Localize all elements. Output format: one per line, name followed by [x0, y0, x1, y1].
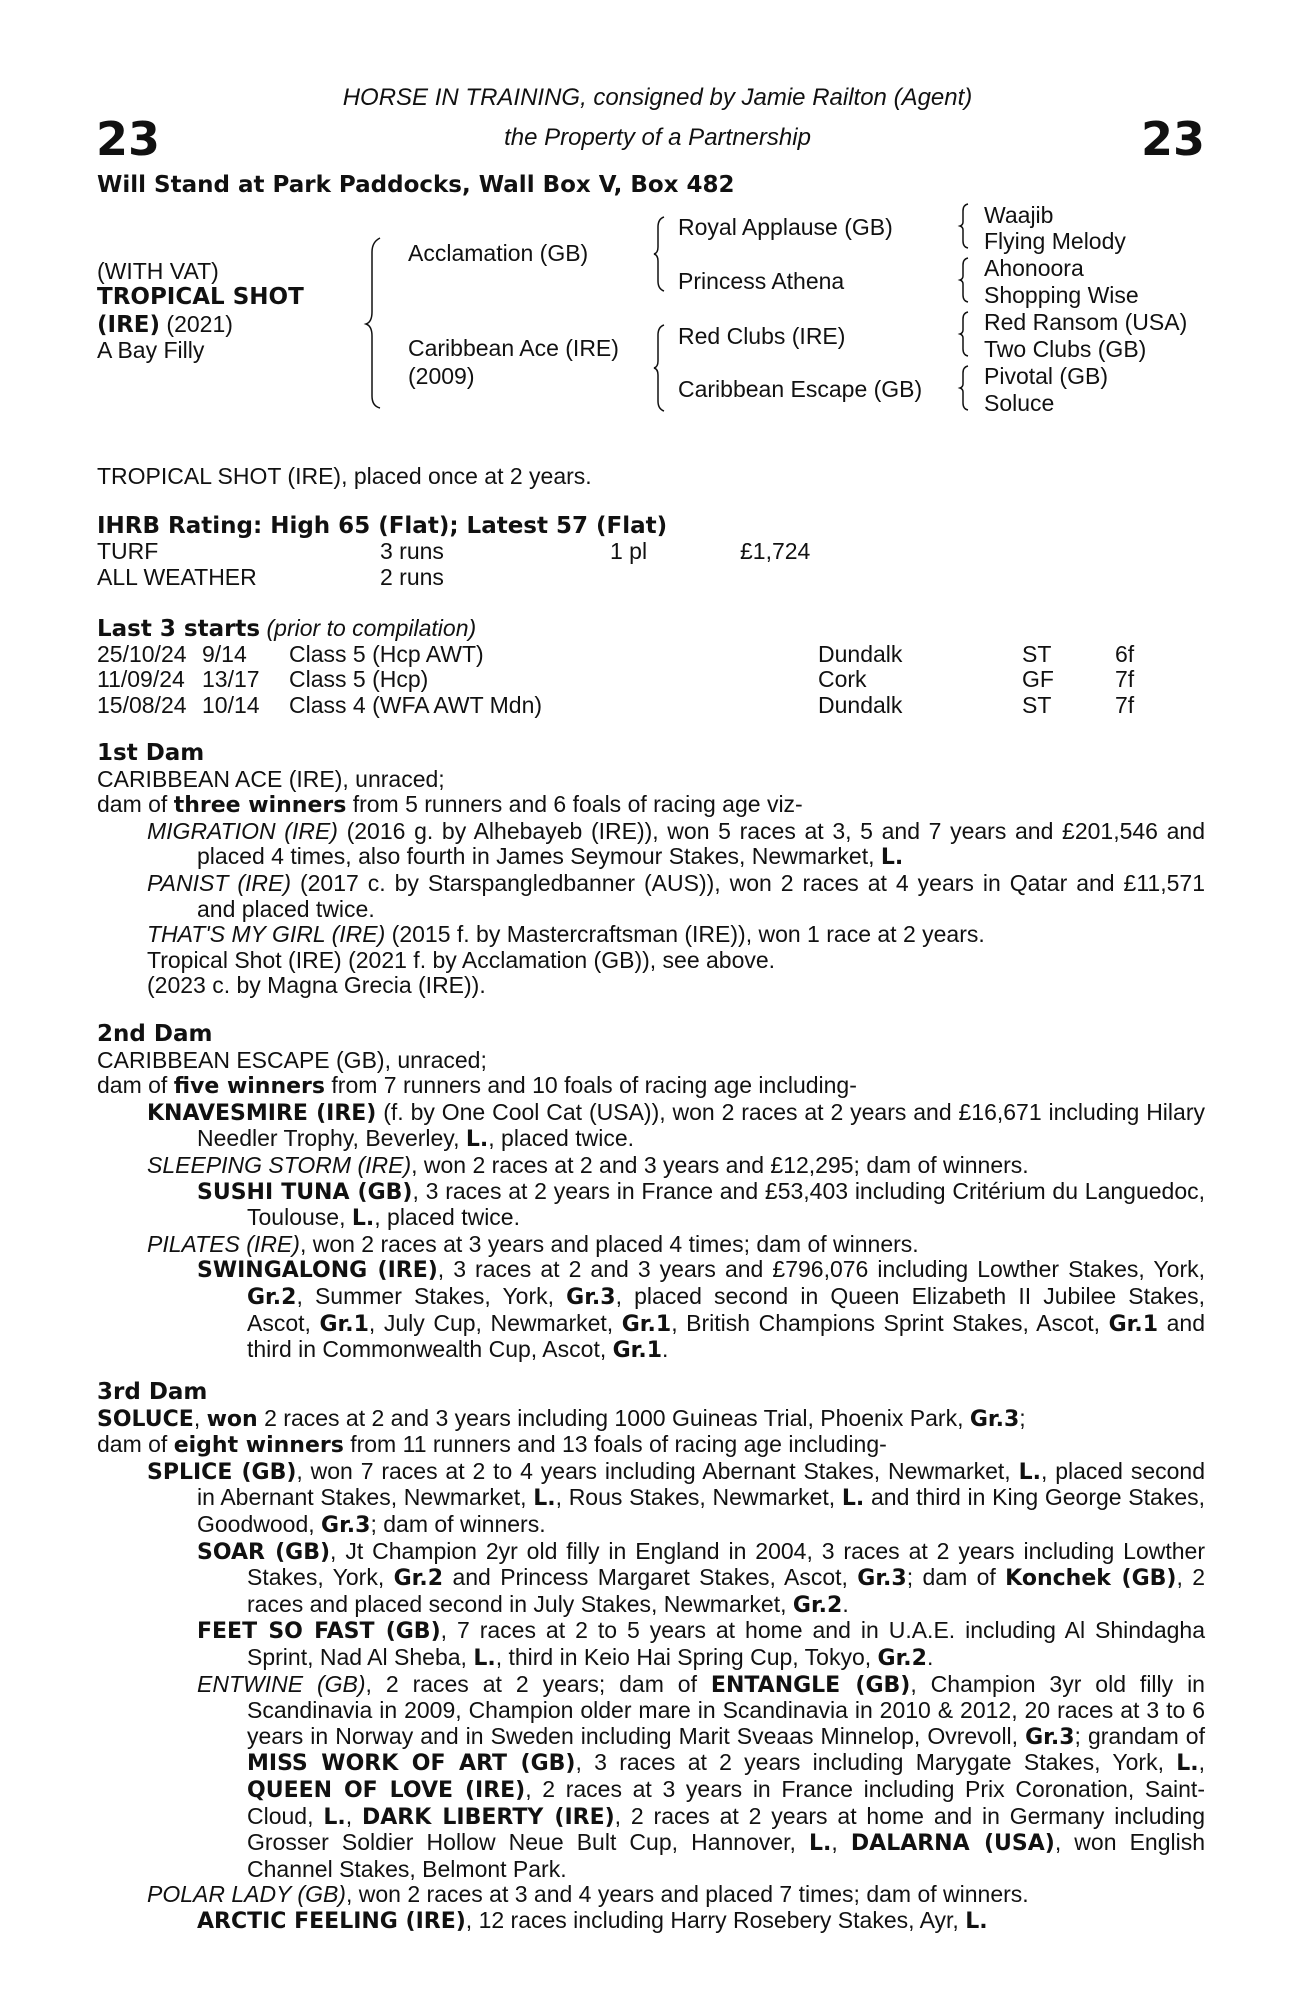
pedigree-sire: Acclamation (GB) [408, 240, 589, 266]
text: dam of [97, 1431, 174, 1458]
pedigree-sss: Waajib [984, 202, 1054, 228]
start-going-2: GF [1022, 666, 1054, 692]
start-going-1: ST [1022, 641, 1052, 667]
race-grade: Gr.2 [247, 1284, 297, 1310]
produce-name: SWINGALONG (IRE) [197, 1258, 438, 1284]
second-dam-section [97, 1022, 1205, 1364]
horse-origin-year [97, 311, 233, 338]
race-grade: L. [465, 1127, 489, 1153]
produce-entry [97, 1153, 1205, 1179]
pedigree-sire-dam: Princess Athena [678, 268, 845, 294]
third-dam-line [97, 1406, 1205, 1433]
produce-entry [97, 1100, 1205, 1153]
produce-name: ENTWINE (GB) [197, 1670, 366, 1697]
text: , Summer Stakes, York, [296, 1282, 567, 1309]
horse-year: (2021) [160, 311, 233, 337]
last-starts-note: (prior to compilation) [260, 615, 477, 641]
start-race-3: Class 4 (WFA AWT Mdn) [289, 692, 543, 718]
produce-entry: (2023 c. by Magna Grecia (IRE)). [147, 972, 486, 999]
produce-entry [97, 922, 1205, 948]
pedigree-brace-dam [652, 323, 666, 413]
text: from 7 runners and 10 foals of racing age including- [325, 1072, 857, 1099]
start-dist-2: 7f [1115, 666, 1135, 692]
pedigree-ssd: Flying Melody [984, 228, 1126, 254]
start-course-3: Dundalk [818, 692, 903, 718]
race-grade: Gr.3 [857, 1566, 907, 1592]
second-dam-produce-line [97, 1073, 1205, 1100]
pedigree-dsd: Two Clubs (GB) [984, 336, 1147, 362]
race-grade: L. [533, 1486, 556, 1512]
text: , 7 races at 2 to 5 years at home and in U.A.E. including Al Shindagha Sprint, Nad Al Sheba, [247, 1617, 1205, 1670]
stand-location: Will Stand at Park Paddocks, Wall Box V, Box 482 [97, 172, 735, 198]
text: , placed twice. [488, 1125, 635, 1152]
text: , [193, 1404, 207, 1431]
race-grade: L. [809, 1831, 832, 1857]
start-course-1: Dundalk [818, 641, 903, 667]
pedigree-sire-sire: Royal Applause (GB) [678, 214, 893, 240]
start-race-1: Class 5 (Hcp AWT) [289, 641, 484, 667]
text: , 2 races and placed second in July Stakes, Newmarket, [247, 1564, 1206, 1617]
text: won [206, 1406, 258, 1432]
race-grade: Gr.3 [321, 1512, 371, 1538]
second-dam-line: CARIBBEAN ESCAPE (GB), unraced; [97, 1046, 487, 1073]
produce-name: ARCTIC FEELING (IRE) [197, 1908, 466, 1934]
text: , won 2 races at 2 and 3 years and £12,295; dam of winners. [411, 1151, 1029, 1178]
produce-name: PILATES (IRE) [147, 1230, 300, 1257]
produce-name: THAT'S MY GIRL (IRE) [147, 921, 386, 948]
text: , third in Keio Hai Spring Cup, Tokyo, [495, 1643, 878, 1670]
produce-name: KNAVESMIRE (IRE) [147, 1100, 377, 1126]
pedigree-dam-dam: Caribbean Escape (GB) [678, 376, 923, 402]
grandproduce-entry [97, 1618, 1205, 1671]
pedigree-sds: Ahonoora [984, 255, 1084, 281]
horse-name: TROPICAL SHOT [97, 284, 304, 310]
aw-runs: 2 runs [380, 564, 444, 590]
race-grade: L. [1176, 1751, 1199, 1777]
produce-name: DALARNA (USA) [850, 1831, 1055, 1857]
text: , placed second in Abernant Stakes, Newmarket, [197, 1457, 1205, 1511]
text: , placed second in Queen Elizabeth II Jubilee Stakes, Ascot, [247, 1282, 1205, 1336]
text: , Jt Champion 2yr old filly in England in 2004, 3 races at 2 years including Lowther Stakes, York, [247, 1537, 1205, 1591]
produce-name: DARK LIBERTY (IRE) [361, 1804, 615, 1830]
race-grade: L. [965, 1908, 988, 1934]
last-starts-heading [97, 615, 476, 642]
race-grade: Gr.3 [566, 1284, 616, 1310]
pedigree-brace-sd [958, 256, 970, 304]
text: , British Champions Sprint Stakes, Ascot, [671, 1309, 1109, 1336]
produce-entry: Tropical Shot (IRE) (2021 f. by Acclamation (GB)), see above. [147, 946, 776, 973]
start-dist-3: 7f [1115, 692, 1135, 718]
race-grade: Gr.3 [1025, 1724, 1075, 1750]
race-grade: Gr.2 [393, 1566, 444, 1592]
pedigree-dam-sire: Red Clubs (IRE) [678, 323, 846, 349]
produce-entry [97, 1232, 1205, 1258]
text: from 5 runners and 6 foals of racing age viz- [346, 791, 803, 818]
winners-count: five winners [173, 1074, 326, 1100]
text: dam of [97, 791, 174, 818]
text: , July Cup, Newmarket, [368, 1309, 622, 1336]
start-date-1: 25/10/24 [97, 641, 187, 667]
pedigree-brace-ds [958, 310, 970, 358]
produce-name: SPLICE (GB) [147, 1459, 297, 1485]
text: ; dam of [906, 1564, 1006, 1591]
race-grade: Gr.1 [621, 1311, 672, 1337]
pedigree-dam-year: (2009) [408, 363, 475, 389]
text: (2015 f. by Mastercraftsman (IRE)), won 1 race at 2 years. [385, 921, 985, 948]
text: and third in Commonwealth Cup, Ascot, [247, 1309, 1205, 1363]
dam-name: SOLUCE [97, 1406, 194, 1432]
text: ; grandam of [1074, 1722, 1205, 1749]
header-property: the Property of a Partnership [504, 124, 811, 151]
pedigree-ddd: Soluce [984, 390, 1055, 416]
text: (2016 g. by Alhebayeb (IRE)), won 5 races at 3, 5 and 7 years and £201,546 and placed 4 times, also fourth in James Seymour Stakes, Newmarket, [197, 817, 1205, 870]
produce-entry [97, 819, 1205, 871]
text: (f. by One Cool Cat (USA)), won 2 races at 2 years and £16,671 including Hilary Needler Trophy, Beverley, [197, 1098, 1205, 1152]
produce-name: MIGRATION (IRE) [147, 817, 338, 844]
start-pos-1: 9/14 [202, 641, 247, 667]
produce-name: SOAR (GB) [197, 1539, 331, 1565]
third-dam-section [97, 1380, 1205, 1934]
horse-description: A Bay Filly [97, 337, 205, 363]
first-dam-title: 1st Dam [97, 740, 205, 766]
third-dam-produce-line [97, 1432, 1205, 1459]
pedigree-brace-sire [652, 215, 666, 293]
turf-placed: 1 pl [610, 538, 648, 564]
produce-name: QUEEN OF LOVE (IRE) [247, 1777, 526, 1803]
pedigree-dds: Pivotal (GB) [984, 363, 1108, 389]
start-pos-2: 13/17 [202, 666, 260, 692]
text: ; [1019, 1404, 1026, 1431]
produce-name: FEET SO FAST (GB) [197, 1619, 441, 1645]
produce-entry [97, 1459, 1205, 1539]
last-starts-title: Last 3 starts [97, 616, 261, 642]
pedigree-dss: Red Ransom (USA) [984, 309, 1188, 335]
text: , 3 races at 2 and 3 years and £796,076 including Lowther Stakes, York, [437, 1256, 1205, 1283]
race-grade: L. [880, 845, 904, 871]
first-dam-line: CARIBBEAN ACE (IRE), unraced; [97, 765, 445, 792]
start-race-2: Class 5 (Hcp) [289, 666, 429, 692]
text: , [1198, 1749, 1206, 1776]
turf-surface: TURF [97, 538, 159, 564]
race-grade: Gr.1 [1108, 1311, 1159, 1337]
text: , Rous Stakes, Newmarket, [555, 1484, 842, 1511]
winners-count: eight winners [173, 1433, 344, 1459]
text: , 2 races at 2 years at home and in Germany including Grosser Soldier Hollow Neue Bult Cup, Hannover, [247, 1802, 1206, 1856]
produce-entry [97, 871, 1205, 922]
vat-note: (WITH VAT) [97, 258, 219, 284]
turf-runs: 3 runs [380, 538, 444, 564]
race-grade: L. [1018, 1459, 1041, 1485]
race-grade: Gr.2 [877, 1645, 927, 1671]
third-dam-title: 3rd Dam [97, 1379, 208, 1405]
grandproduce-entry [97, 1672, 1205, 1883]
grandproduce-entry [97, 1179, 1205, 1232]
race-grade: Gr.2 [792, 1592, 843, 1618]
text: , won English Channel Stakes, Belmont Park. [247, 1829, 1206, 1882]
start-date-2: 11/09/24 [97, 666, 185, 692]
text: , 3 races at 2 years including Marygate Stakes, York, [575, 1749, 1177, 1776]
produce-name: PANIST (IRE) [147, 869, 291, 896]
text: , won 2 races at 3 and 4 years and placed 7 times; dam of winners. [345, 1881, 1029, 1908]
start-date-3: 15/08/24 [97, 692, 187, 718]
produce-entry [97, 1882, 1205, 1908]
pedigree-brace-dd [958, 364, 970, 412]
produce-name: ENTANGLE (GB) [710, 1672, 911, 1698]
text: , won 2 races at 3 years and placed 4 times; dam of winners. [299, 1230, 919, 1257]
aw-surface: ALL WEATHER [97, 564, 257, 590]
pedigree-sdd: Shopping Wise [984, 282, 1139, 308]
first-dam-section [97, 741, 1205, 999]
race-grade: L. [351, 1206, 375, 1232]
race-grade: Gr.3 [969, 1406, 1020, 1432]
lot-number-right: 23 [1140, 112, 1205, 166]
produce-name: SLEEPING STORM (IRE) [147, 1151, 412, 1178]
race-grade: L. [841, 1486, 865, 1512]
race-grade: Gr.1 [612, 1338, 663, 1364]
grandproduce-entry [97, 1539, 1205, 1619]
pedigree-brace-main [364, 236, 384, 410]
second-dam-title: 2nd Dam [97, 1021, 213, 1047]
text: , [345, 1802, 362, 1829]
turf-earnings: £1,724 [740, 538, 811, 564]
lot-number-left: 23 [96, 112, 161, 166]
race-grade: L. [473, 1645, 496, 1671]
text: , 12 races including Harry Rosebery Stakes, Ayr, [465, 1906, 966, 1933]
start-dist-1: 6f [1115, 641, 1135, 667]
text: and Princess Margaret Stakes, Ascot, [443, 1564, 858, 1591]
start-going-3: ST [1022, 692, 1052, 718]
race-summary: TROPICAL SHOT (IRE), placed once at 2 years. [97, 463, 592, 489]
text: from 11 runners and 13 foals of racing age including- [343, 1431, 887, 1458]
text: , 3 races at 2 years in France and £53,403 including Critérium du Languedoc, Toulouse, [247, 1177, 1205, 1231]
start-pos-3: 10/14 [202, 692, 260, 718]
pedigree-brace-ss [958, 202, 970, 250]
text: dam of [97, 1072, 174, 1099]
race-grade: L. [323, 1804, 346, 1830]
winners-count: three winners [173, 793, 347, 819]
produce-name: Konchek (GB) [1005, 1566, 1177, 1592]
header-consignor: HORSE IN TRAINING, consigned by Jamie Railton (Agent) [342, 84, 973, 111]
text: , Champion 3yr old filly in Scandinavia in 2009, Champion older mare in Scandinavia in 2010 & 2012, 20 races at 3 to 6 years in Norway and in Sweden including Marit Sveaas Minnelop, Ovrevoll, [247, 1670, 1205, 1749]
ihrb-rating: IHRB Rating: High 65 (Flat); Latest 57 (Flat) [97, 513, 668, 539]
text: , 2 races at 3 years in France including Prix Coronation, Saint-Cloud, [247, 1775, 1205, 1829]
text: 2 races at 2 and 3 years including 1000 Guineas Trial, Phoenix Park, [257, 1404, 970, 1431]
produce-name: MISS WORK OF ART (GB) [247, 1751, 576, 1777]
text: , placed twice. [374, 1204, 520, 1231]
grandproduce-entry [97, 1908, 1205, 1935]
first-dam-produce-line [97, 792, 1205, 819]
text: (2017 c. by Starspangledbanner (AUS)), won 2 races at 4 years in Qatar and £11,571 and placed twice. [197, 869, 1205, 922]
text: ; dam of winners. [370, 1510, 546, 1537]
grandproduce-entry [97, 1257, 1205, 1363]
text: and third in King George Stakes, Goodwood, [197, 1484, 1206, 1537]
race-grade: Gr.1 [319, 1311, 369, 1337]
text: . [842, 1590, 849, 1617]
produce-name: SUSHI TUNA (GB) [197, 1179, 413, 1205]
produce-name: POLAR LADY (GB) [147, 1881, 346, 1908]
text: . [662, 1336, 669, 1363]
horse-origin: (IRE) [97, 312, 161, 338]
start-course-2: Cork [818, 666, 867, 692]
text: , 2 races at 2 years; dam of [365, 1670, 711, 1697]
text: , won 7 races at 2 to 4 years including Abernant Stakes, Newmarket, [296, 1457, 1019, 1484]
text: . [926, 1643, 934, 1670]
pedigree-dam: Caribbean Ace (IRE) [408, 335, 619, 361]
text: , [831, 1829, 851, 1856]
